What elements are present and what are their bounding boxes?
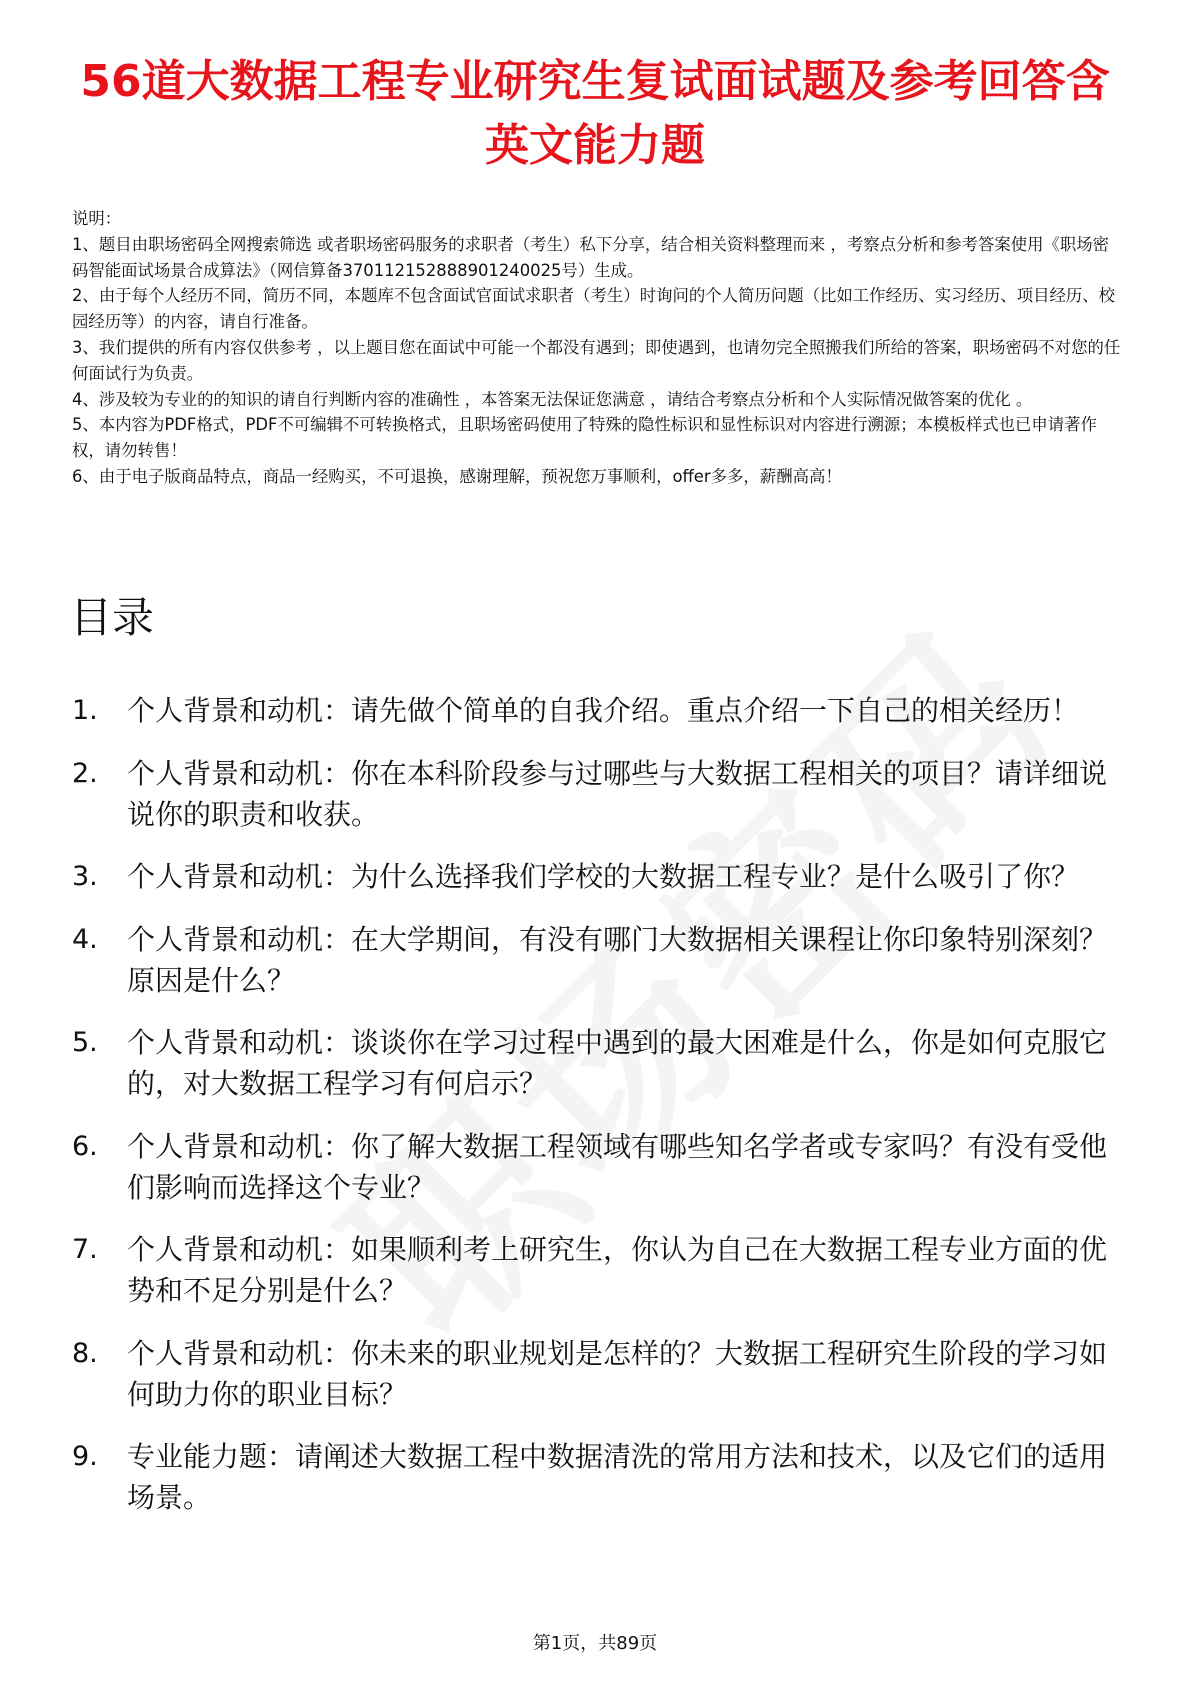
toc-item-number: 8. [72,1337,98,1369]
note-item: 2、由于每个人经历不同，简历不同，本题库不包含面试官面试求职者（考生）时询问的个人简历问题（比如工作经历、实习经历、项目经历、校园经历等）的内容，请自行准备。 [72,286,1116,332]
toc-item-number: 5. [72,1027,98,1058]
toc-item-number: 4. [72,923,98,955]
table-of-contents [72,690,1122,1540]
note-item: 3、我们提供的所有内容仅供参考 ，以上题目您在面试中可能一个都没有遇到；即使遇到，也请勿完全照搬我们所给的答案，职场密码不对您的任何面试行为负责。 [72,337,1121,383]
toc-item-number: 3. [72,861,98,892]
toc-item[interactable] [72,1126,1122,1208]
note-item: 6、由于电子版商品特点，商品一经购买，不可退换，感谢理解，预祝您万事顺利，offer多多，薪酬高高！ [72,466,842,486]
toc-item[interactable] [72,753,1122,835]
toc-item-number: 9. [72,1441,98,1472]
notes-heading: 说明： [72,209,122,228]
toc-item-number: 6. [72,1130,98,1162]
toc-item[interactable] [72,1333,1122,1415]
toc-item-number: 2. [72,757,98,789]
toc-item-text[interactable]: 个人背景和动机：如果顺利考上研究生，你认为自己在大数据工程专业方面的优势和不足分别是什么？ [127,1233,1108,1307]
toc-item[interactable] [72,1436,1122,1518]
page-footer: 第1页，共89页 [532,1633,658,1654]
toc-item-text[interactable]: 个人背景和动机：在大学期间，有没有哪门大数据相关课程让你印象特别深刻？原因是什么？ [127,922,1108,997]
toc-item[interactable] [72,919,1122,1001]
notes-section [72,206,1124,490]
document-title: 56道大数据工程专业研究生复试面试题及参考回答含英文能力题 [80,56,1110,171]
note-item: 4、涉及较为专业的的知识的请自行判断内容的准确性 ，本答案无法保证您满意 ，请结合考察点分析和个人实际情况做答案的优化 。 [72,389,1033,409]
toc-item[interactable] [72,856,1122,897]
toc-item-text[interactable]: 专业能力题：请阐述大数据工程中数据清洗的常用方法和技术，以及它们的适用场景。 [127,1440,1108,1514]
toc-item-text[interactable]: 个人背景和动机：你在本科阶段参与过哪些与大数据工程相关的项目？请详细说说你的职责和收获。 [127,756,1108,831]
toc-item-number: 1. [72,695,98,726]
toc-item-text[interactable]: 个人背景和动机：你未来的职业规划是怎样的？大数据工程研究生阶段的学习如何助力你的职业目标？ [127,1336,1108,1411]
note-item: 1、题目由职场密码全网搜索筛选 或者职场密码服务的求职者（考生）私下分享，结合相关资料整理而来 ，考察点分析和参考答案使用《职场密码智能面试场景合成算法》（网信算备370112152888901240025号）生成。 [72,234,1110,280]
toc-item-number: 7. [72,1234,98,1265]
toc-item[interactable] [72,690,1122,731]
toc-item-text[interactable]: 个人背景和动机：为什么选择我们学校的大数据工程专业？是什么吸引了你？ [127,860,1080,893]
toc-item-text[interactable]: 个人背景和动机：谈谈你在学习过程中遇到的最大困难是什么，你是如何克服它的，对大数据工程学习有何启示？ [127,1026,1108,1100]
note-item: 5、本内容为PDF格式，PDF不可编辑不可转换格式，且职场密码使用了特殊的隐性标识和显性标识对内容进行溯源；本模板样式也已申请著作权，请勿转售！ [72,415,1097,461]
toc-item-text[interactable]: 个人背景和动机：你了解大数据工程领域有哪些知名学者或专家吗？有没有受他们影响而选择这个专业？ [127,1129,1108,1204]
toc-heading: 目录 [70,593,155,642]
toc-item[interactable] [72,1229,1122,1311]
toc-item[interactable] [72,1022,1122,1104]
toc-item-text[interactable]: 个人背景和动机：请先做个简单的自我介绍。重点介绍一下自己的相关经历！ [127,694,1080,727]
